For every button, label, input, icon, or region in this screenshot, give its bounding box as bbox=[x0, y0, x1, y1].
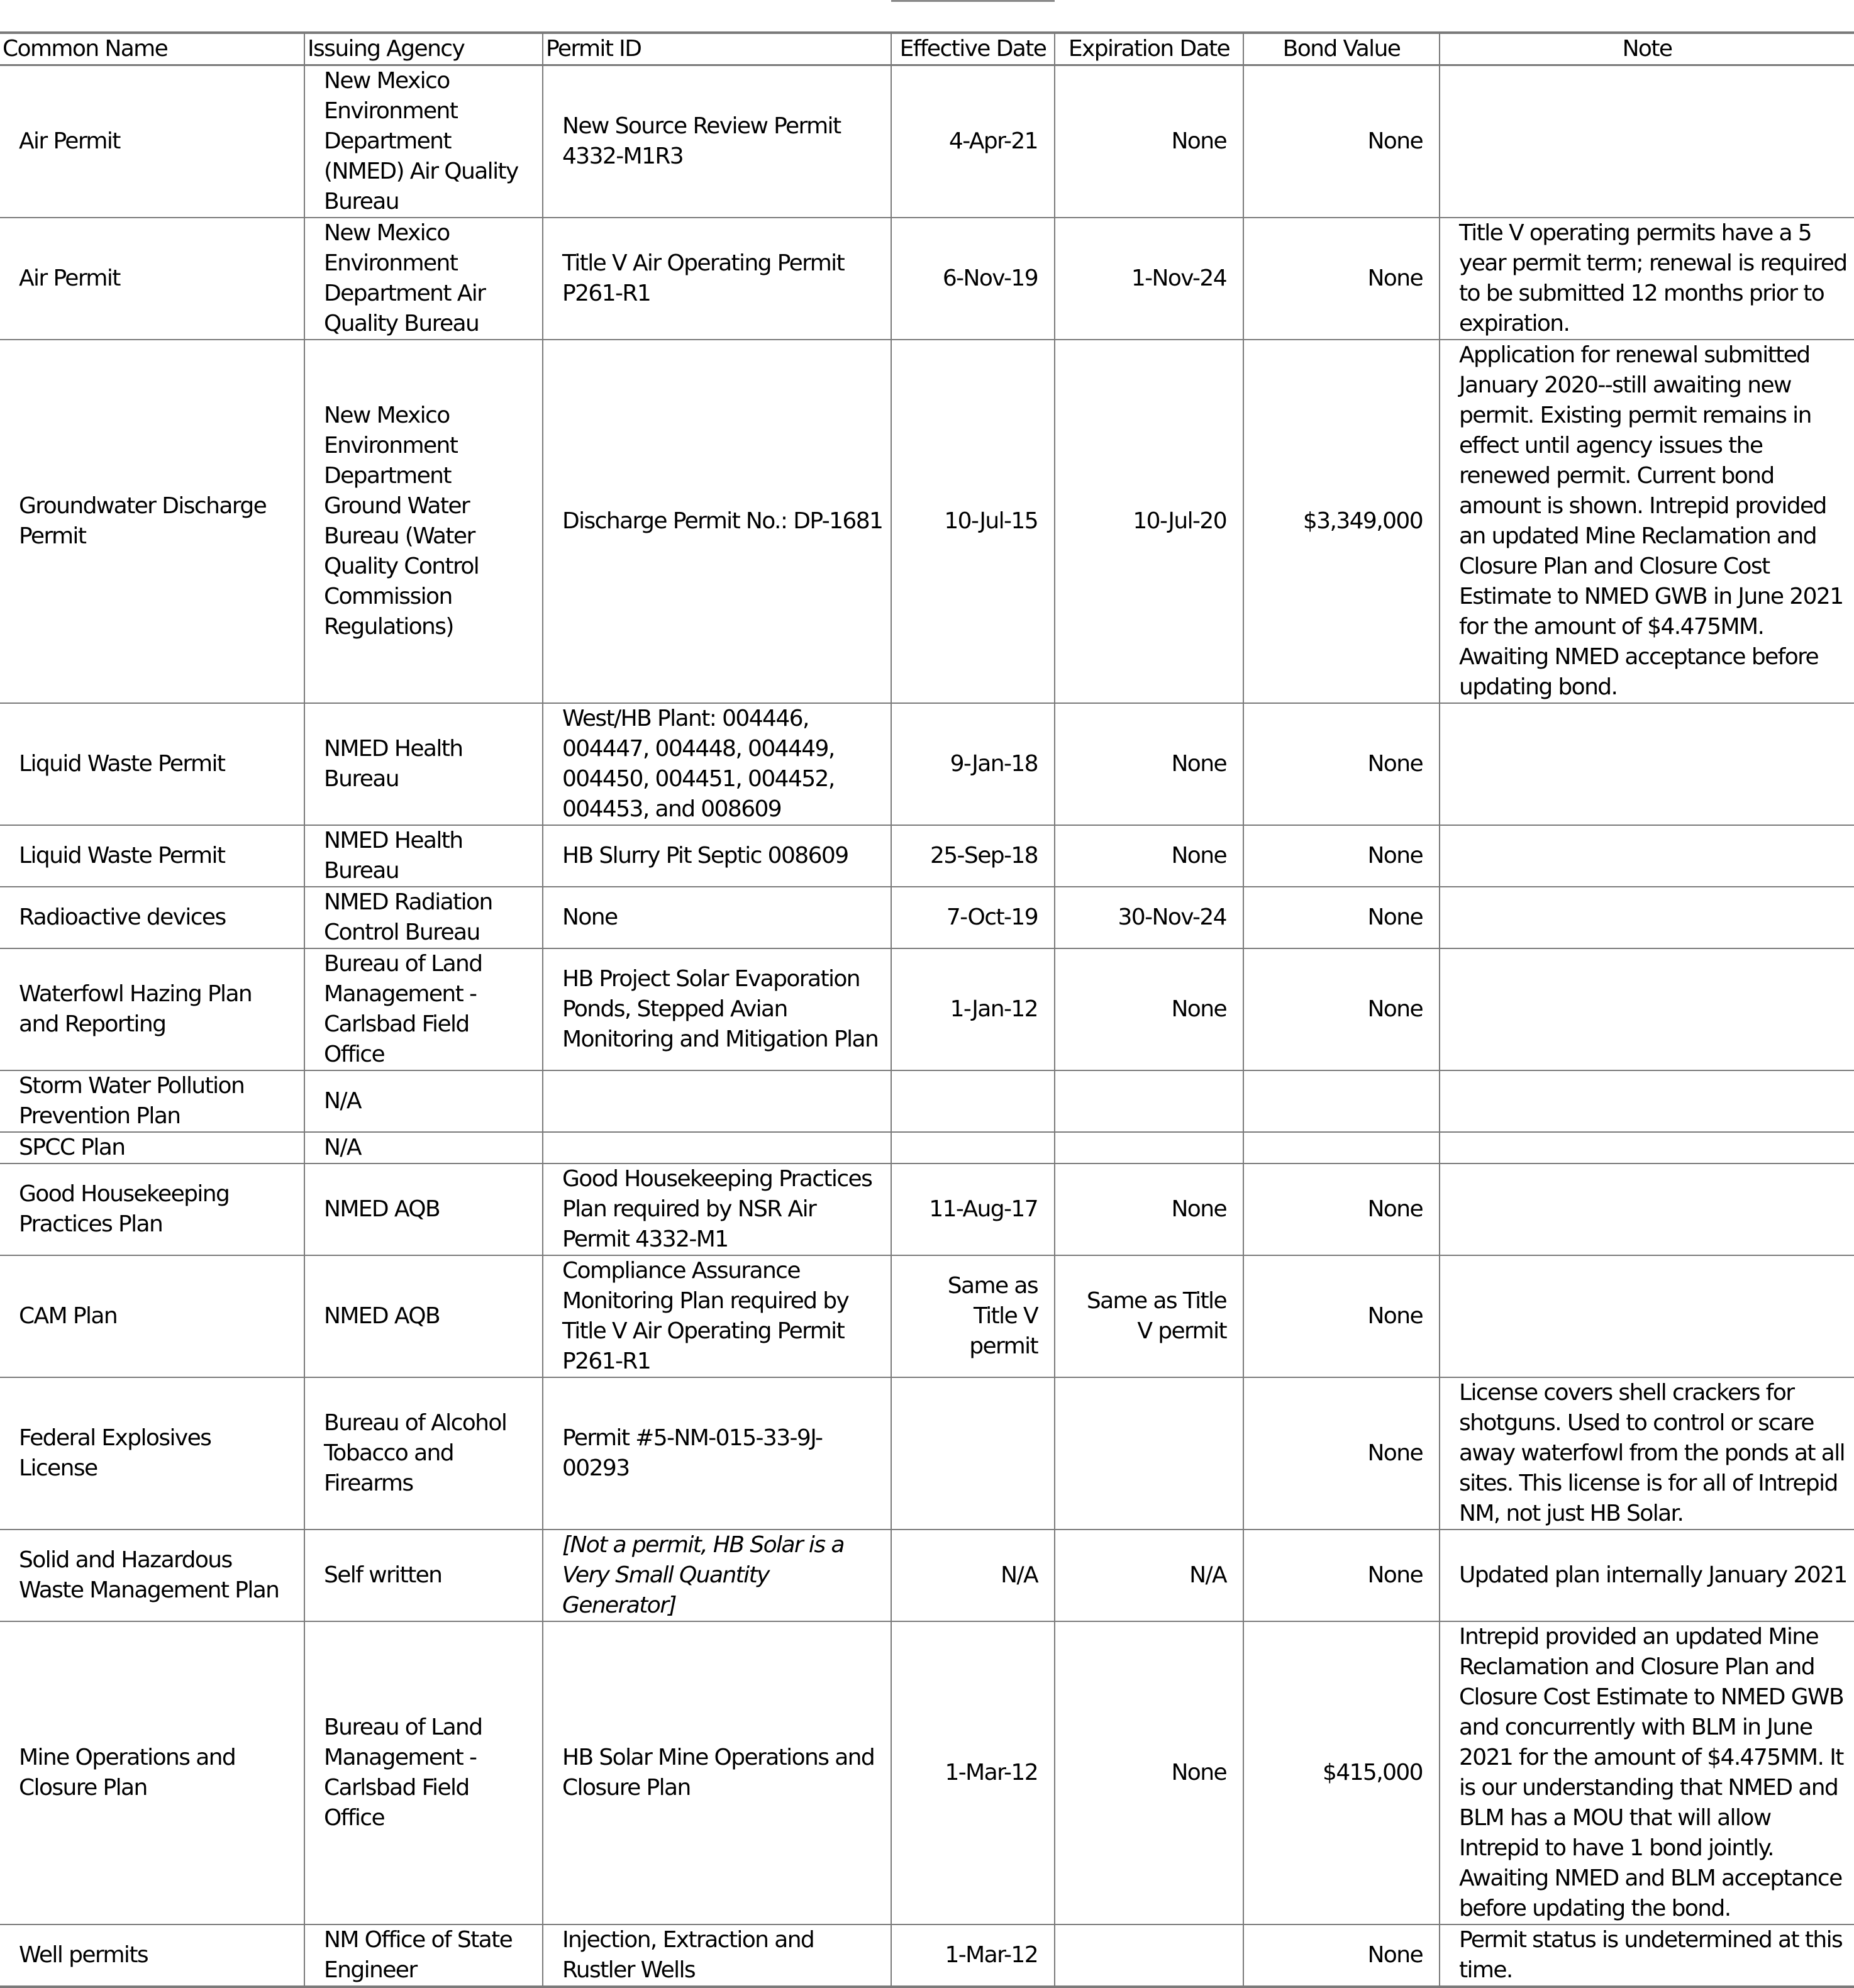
cell-note bbox=[1440, 1163, 1854, 1255]
cell-common-name: Solid and Hazardous Waste Management Plan bbox=[0, 1530, 304, 1621]
cell-permit-id: Permit #5-NM-015-33-9J-00293 bbox=[543, 1377, 891, 1530]
cell-issuing-agency: New Mexico Environment Department Air Quality Bureau bbox=[304, 218, 543, 340]
cell-note bbox=[1440, 1070, 1854, 1132]
cell-effective-date bbox=[891, 1132, 1055, 1163]
cell-permit-id: HB Project Solar Evaporation Ponds, Stepped Avian Monitoring and Mitigation Plan bbox=[543, 948, 891, 1070]
cell-expiration-date: None bbox=[1055, 1621, 1243, 1924]
cell-issuing-agency: Bureau of Alcohol Tobacco and Firearms bbox=[304, 1377, 543, 1530]
cell-bond-value: None bbox=[1243, 1530, 1440, 1621]
cell-issuing-agency: Bureau of Land Management - Carlsbad Field Office bbox=[304, 1621, 543, 1924]
cell-expiration-date bbox=[1055, 1070, 1243, 1132]
cell-common-name: SPCC Plan bbox=[0, 1132, 304, 1163]
col-header-bond-value: Bond Value bbox=[1243, 33, 1440, 65]
cell-common-name: Mine Operations and Closure Plan bbox=[0, 1621, 304, 1924]
cell-note bbox=[1440, 703, 1854, 825]
cell-effective-date: 9-Jan-18 bbox=[891, 703, 1055, 825]
cell-issuing-agency: NMED Health Bureau bbox=[304, 825, 543, 887]
cell-common-name: Storm Water Pollution Prevention Plan bbox=[0, 1070, 304, 1132]
cell-permit-id: [Not a permit, HB Solar is a Very Small Quantity Generator] bbox=[543, 1530, 891, 1621]
cell-effective-date: 11-Aug-17 bbox=[891, 1163, 1055, 1255]
cell-note bbox=[1440, 1255, 1854, 1377]
col-header-issuing-agency: Issuing Agency bbox=[304, 33, 543, 65]
cell-common-name: Well permits bbox=[0, 1924, 304, 1987]
cell-expiration-date: None bbox=[1055, 703, 1243, 825]
cell-note bbox=[1440, 1132, 1854, 1163]
table-row bbox=[0, 65, 1854, 218]
table-row bbox=[0, 1255, 1854, 1377]
cell-effective-date: 1-Jan-12 bbox=[891, 948, 1055, 1070]
table-row bbox=[0, 218, 1854, 340]
cell-permit-id: Compliance Assurance Monitoring Plan required by Title V Air Operating Permit P261-R1 bbox=[543, 1255, 891, 1377]
cell-issuing-agency: N/A bbox=[304, 1132, 543, 1163]
cell-bond-value: $3,349,000 bbox=[1243, 340, 1440, 703]
cell-note: Permit status is undetermined at this time. bbox=[1440, 1924, 1854, 1987]
cell-expiration-date bbox=[1055, 1132, 1243, 1163]
cell-expiration-date: 10-Jul-20 bbox=[1055, 340, 1243, 703]
cell-common-name: Liquid Waste Permit bbox=[0, 703, 304, 825]
cell-effective-date: 1-Mar-12 bbox=[891, 1924, 1055, 1987]
table-row bbox=[0, 948, 1854, 1070]
table-row bbox=[0, 825, 1854, 887]
cell-expiration-date: N/A bbox=[1055, 1530, 1243, 1621]
cell-common-name: Good Housekeeping Practices Plan bbox=[0, 1163, 304, 1255]
cell-permit-id: Good Housekeeping Practices Plan required by NSR Air Permit 4332-M1 bbox=[543, 1163, 891, 1255]
cell-common-name: Radioactive devices bbox=[0, 887, 304, 948]
table-row bbox=[0, 1163, 1854, 1255]
cell-note: Updated plan internally January 2021 bbox=[1440, 1530, 1854, 1621]
cell-issuing-agency: NMED Health Bureau bbox=[304, 703, 543, 825]
col-header-permit-id: Permit ID bbox=[543, 33, 891, 65]
cell-common-name: Federal Explosives License bbox=[0, 1377, 304, 1530]
cell-bond-value: None bbox=[1243, 887, 1440, 948]
cell-issuing-agency: Bureau of Land Management - Carlsbad Field Office bbox=[304, 948, 543, 1070]
table-row bbox=[0, 1070, 1854, 1132]
col-header-expiration-date: Expiration Date bbox=[1055, 33, 1243, 65]
cell-common-name: Liquid Waste Permit bbox=[0, 825, 304, 887]
cell-common-name: Waterfowl Hazing Plan and Reporting bbox=[0, 948, 304, 1070]
cell-bond-value: None bbox=[1243, 703, 1440, 825]
table-row bbox=[0, 1530, 1854, 1621]
table-row bbox=[0, 1621, 1854, 1924]
cell-issuing-agency: NMED AQB bbox=[304, 1163, 543, 1255]
cell-permit-id: None bbox=[543, 887, 891, 948]
cell-issuing-agency: NM Office of State Engineer bbox=[304, 1924, 543, 1987]
col-header-note: Note bbox=[1440, 33, 1854, 65]
cell-effective-date: Same as Title V permit bbox=[891, 1255, 1055, 1377]
cell-expiration-date bbox=[1055, 1377, 1243, 1530]
cell-effective-date: 25-Sep-18 bbox=[891, 825, 1055, 887]
cell-note bbox=[1440, 65, 1854, 218]
cell-bond-value: None bbox=[1243, 1924, 1440, 1987]
cell-effective-date: 1-Mar-12 bbox=[891, 1621, 1055, 1924]
cell-note bbox=[1440, 825, 1854, 887]
cell-bond-value: None bbox=[1243, 948, 1440, 1070]
cell-common-name: Air Permit bbox=[0, 65, 304, 218]
cell-permit-id: Title V Air Operating Permit P261-R1 bbox=[543, 218, 891, 340]
table-row bbox=[0, 887, 1854, 948]
cell-effective-date bbox=[891, 1377, 1055, 1530]
cell-bond-value: None bbox=[1243, 65, 1440, 218]
cell-permit-id: Injection, Extraction and Rustler Wells bbox=[543, 1924, 891, 1987]
col-header-effective-date: Effective Date bbox=[891, 33, 1055, 65]
cell-permit-id bbox=[543, 1070, 891, 1132]
cell-permit-id: New Source Review Permit 4332-M1R3 bbox=[543, 65, 891, 218]
cell-bond-value: None bbox=[1243, 825, 1440, 887]
cell-effective-date: 6-Nov-19 bbox=[891, 218, 1055, 340]
cell-bond-value: None bbox=[1243, 1377, 1440, 1530]
cell-effective-date: N/A bbox=[891, 1530, 1055, 1621]
cell-note bbox=[1440, 948, 1854, 1070]
cell-bond-value: None bbox=[1243, 1163, 1440, 1255]
cell-expiration-date: 1-Nov-24 bbox=[1055, 218, 1243, 340]
cell-note bbox=[1440, 887, 1854, 948]
table-row bbox=[0, 1924, 1854, 1987]
cell-note: Title V operating permits have a 5 year permit term; renewal is required to be submitted 12 months prior to expiration. bbox=[1440, 218, 1854, 340]
cell-common-name: Groundwater Discharge Permit bbox=[0, 340, 304, 703]
cell-expiration-date: None bbox=[1055, 948, 1243, 1070]
cell-bond-value: None bbox=[1243, 218, 1440, 340]
cell-expiration-date: None bbox=[1055, 65, 1243, 218]
cell-common-name: CAM Plan bbox=[0, 1255, 304, 1377]
cell-permit-id: HB Solar Mine Operations and Closure Plan bbox=[543, 1621, 891, 1924]
cell-issuing-agency: NMED AQB bbox=[304, 1255, 543, 1377]
cell-note: Application for renewal submitted January 2020--still awaiting new permit. Existing permit remains in effect until agency issues the renewed permit. Current bond amount is shown. Intrepid provided an updated Mine Reclamation and Closure Plan and Closure Cost Estimate to NMED GWB in June 2021 for the amount of $4.475MM. Awaiting NMED acceptance before updating bond. bbox=[1440, 340, 1854, 703]
cell-expiration-date bbox=[1055, 1924, 1243, 1987]
cell-permit-id: HB Slurry Pit Septic 008609 bbox=[543, 825, 891, 887]
cell-permit-id: Discharge Permit No.: DP-1681 bbox=[543, 340, 891, 703]
cell-effective-date bbox=[891, 1070, 1055, 1132]
cell-effective-date: 4-Apr-21 bbox=[891, 65, 1055, 218]
table-row bbox=[0, 1132, 1854, 1163]
cell-effective-date: 7-Oct-19 bbox=[891, 887, 1055, 948]
table-row bbox=[0, 1377, 1854, 1530]
header-row bbox=[0, 33, 1854, 65]
cell-expiration-date: None bbox=[1055, 825, 1243, 887]
col-header-common-name: Common Name bbox=[0, 33, 304, 65]
cell-expiration-date: None bbox=[1055, 1163, 1243, 1255]
cell-bond-value: None bbox=[1243, 1255, 1440, 1377]
cell-issuing-agency: New Mexico Environment Department (NMED) Air Quality Bureau bbox=[304, 65, 543, 218]
cell-expiration-date: 30-Nov-24 bbox=[1055, 887, 1243, 948]
cell-common-name: Air Permit bbox=[0, 218, 304, 340]
cell-expiration-date: Same as Title V permit bbox=[1055, 1255, 1243, 1377]
cell-effective-date: 10-Jul-15 bbox=[891, 340, 1055, 703]
cell-bond-value bbox=[1243, 1132, 1440, 1163]
cell-note: Intrepid provided an updated Mine Reclamation and Closure Plan and Closure Cost Estimate to NMED GWB and concurrently with BLM in June 2021 for the amount of $4.475MM. It is our understanding that NMED and BLM has a MOU that will allow Intrepid to have 1 bond jointly. Awaiting NMED and BLM acceptance before updating the bond. bbox=[1440, 1621, 1854, 1924]
cell-issuing-agency: New Mexico Environment Department Ground Water Bureau (Water Quality Control Commission Regulations) bbox=[304, 340, 543, 703]
cell-issuing-agency: NMED Radiation Control Bureau bbox=[304, 887, 543, 948]
cell-bond-value: $415,000 bbox=[1243, 1621, 1440, 1924]
cell-issuing-agency: Self written bbox=[304, 1530, 543, 1621]
permits-table bbox=[0, 31, 1854, 1988]
cell-bond-value bbox=[1243, 1070, 1440, 1132]
cell-issuing-agency: N/A bbox=[304, 1070, 543, 1132]
cell-permit-id: West/HB Plant: 004446, 004447, 004448, 004449, 004450, 004451, 004452, 004453, and 008609 bbox=[543, 703, 891, 825]
table-row bbox=[0, 340, 1854, 703]
cell-permit-id bbox=[543, 1132, 891, 1163]
cell-note: License covers shell crackers for shotguns. Used to control or scare away waterfowl from the ponds at all sites. This license is for all of Intrepid NM, not just HB Solar. bbox=[1440, 1377, 1854, 1530]
top-tab-mark bbox=[891, 0, 1055, 2]
table-row bbox=[0, 703, 1854, 825]
